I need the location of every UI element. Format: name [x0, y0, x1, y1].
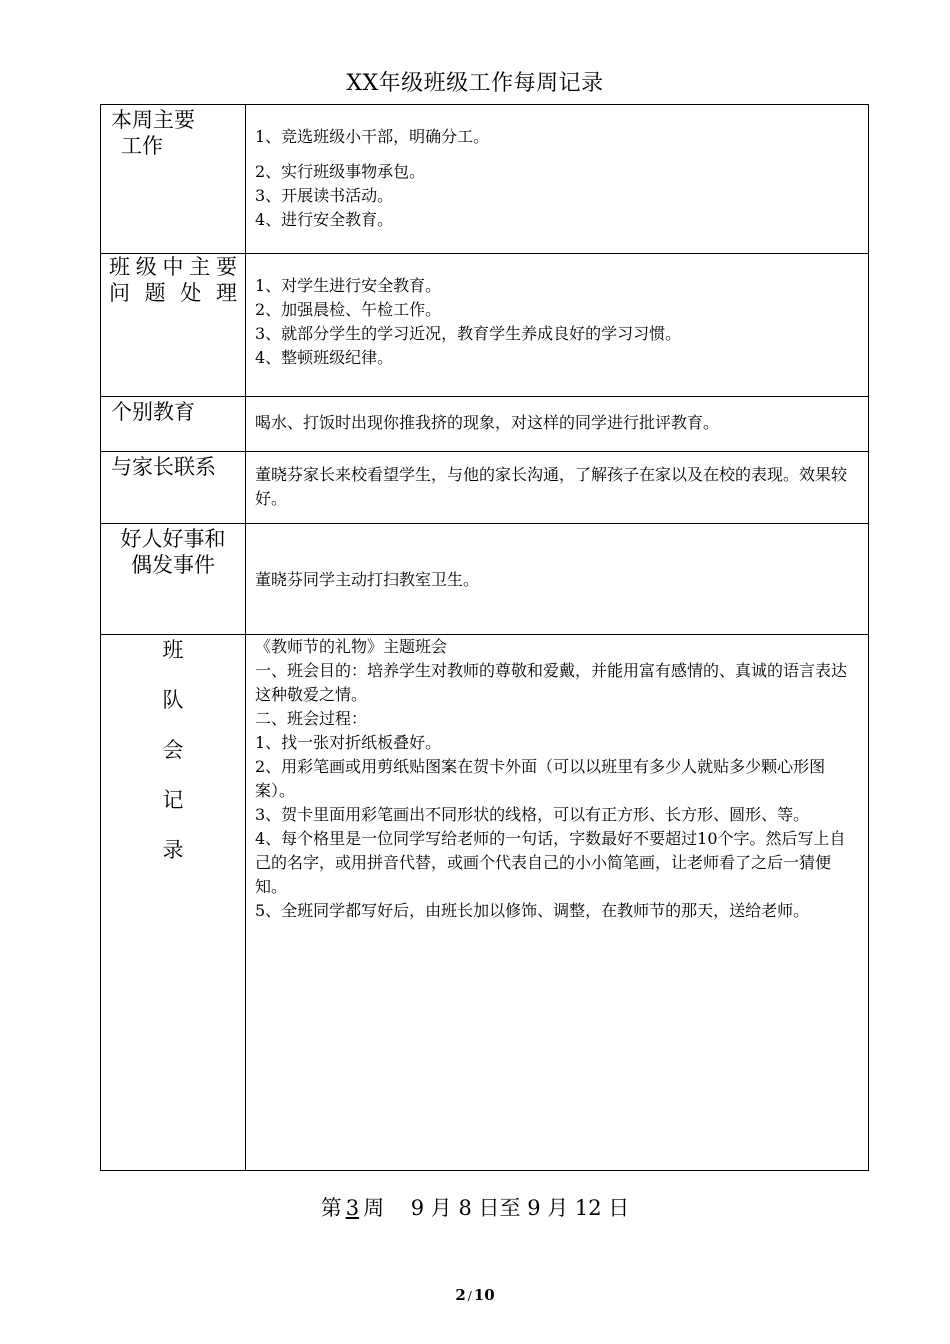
week-suffix: 周	[363, 1196, 385, 1220]
row-content-class-meeting: 《教师节的礼物》主题班会 一、班会目的：培养学生对教师的尊敬和爱戴，并能用富有感情的、真诚的语言表达这种敬爱之情。 二、班会过程： 1、找一张对折纸板叠好。 2、用彩笔画或用剪纸贴图案在贺卡外面（可以以班里有多少人就贴多少颗心形图案）。 3、贺卡里面用彩笔画出不同形状的线格，可以有正方形、长方形、圆形、等。 4、每个格里是一位同学写给老师的一句话，字数最好不要超过10个字。然后写上自己的名字，或用拼音代替，或画个代表自己的小小简笔画，让老师看了之后一猜便知。 5、全班同学都写好后，由班长加以修饰、调整，在教师节的那天，送给老师。	[246, 635, 869, 1171]
row-label-parent-contact: 与家长联系	[101, 452, 246, 524]
week-prefix: 第	[320, 1196, 342, 1220]
table-row	[101, 524, 869, 635]
week-date-line	[0, 1192, 950, 1222]
table-row	[101, 452, 869, 524]
page-separator: /	[467, 1289, 472, 1303]
date-range: 9 月 8 日至 9 月 12 日	[410, 1196, 630, 1220]
row-label-class-meeting: 班 队 会 记 录	[101, 635, 246, 1171]
page-total: 10	[473, 1286, 495, 1304]
weekly-record-table	[100, 104, 869, 1171]
row-label-main-work: 本周主要 工作	[101, 105, 246, 254]
table-row	[101, 105, 869, 254]
table-row	[101, 635, 869, 1171]
table-row	[101, 397, 869, 452]
table-row	[101, 254, 869, 397]
row-content-good-deeds: 董晓芬同学主动打扫教室卫生。	[246, 524, 869, 635]
row-label-problem-handling: 班级中主要 问题处理	[101, 254, 246, 397]
row-content-parent-contact: 董晓芬家长来校看望学生，与他的家长沟通，了解孩子在家以及在校的表现。效果较好。	[246, 452, 869, 524]
row-content-individual-education: 喝水、打饭时出现你推我挤的现象，对这样的同学进行批评教育。	[246, 397, 869, 452]
row-content-problem-handling: 1、对学生进行安全教育。 2、加强晨检、午检工作。 3、就部分学生的学习近况，教育学生养成良好的学习习惯。 4、整顿班级纪律。	[246, 254, 869, 397]
week-number: 3	[345, 1196, 360, 1220]
document-title: XX年级班级工作每周记录	[346, 71, 604, 96]
page-number	[0, 1286, 950, 1304]
page-current: 2	[455, 1286, 466, 1304]
row-label-good-deeds: 好人好事和 偶发事件	[101, 524, 246, 635]
row-content-main-work: 1、竞选班级小干部，明确分工。 2、实行班级事物承包。 3、开展读书活动。 4、进行安全教育。	[246, 105, 869, 254]
row-label-individual-education: 个别教育	[101, 397, 246, 452]
